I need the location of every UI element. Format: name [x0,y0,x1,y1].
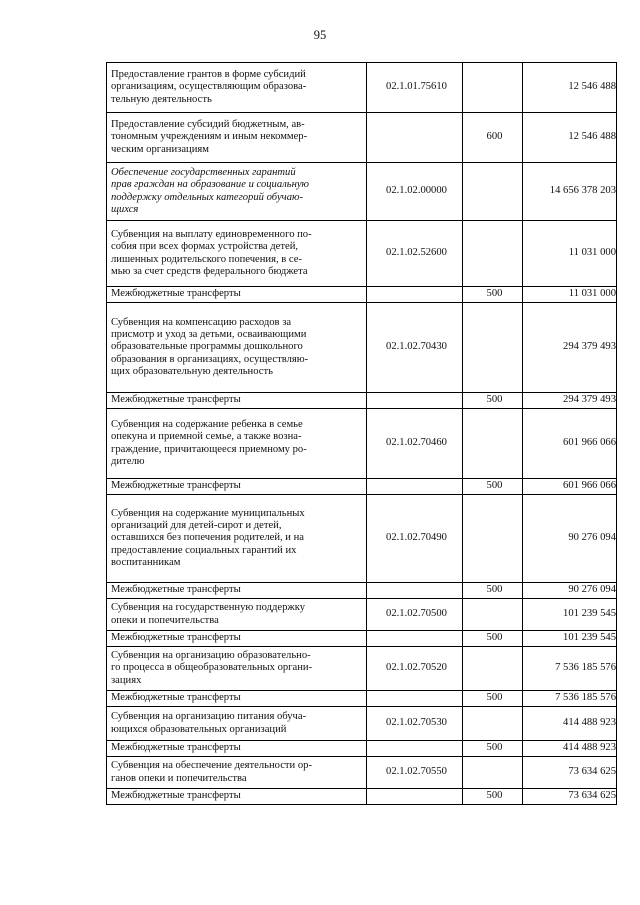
cell-code: 02.1.02.70550 [367,757,463,789]
table-row [107,63,617,113]
cell-name-line: зациях [111,674,142,686]
cell-sum: 11 031 000 [523,221,617,287]
cell-name [107,113,367,163]
cell-code [367,393,463,409]
cell-name-line: организациям, осуществляющим образова- [111,81,307,93]
table-row [107,583,617,599]
cell-expense-type [463,163,523,221]
cell-name-line: тономным учреждениям и иным некоммер- [111,131,308,143]
table-row [107,757,617,789]
cell-sum: 601 966 066 [523,479,617,495]
cell-name-line: опекуна и приемной семье, а также возна- [111,431,302,443]
cell-code: 02.1.02.00000 [367,163,463,221]
table-row [107,631,617,647]
cell-name-line: ющихся образовательных организаций [111,723,287,735]
cell-name-line: собия при всех формах устройства детей, [111,241,299,253]
cell-sum: 12 546 488 [523,63,617,113]
table-row [107,163,617,221]
cell-expense-type: 500 [463,583,523,599]
cell-name [107,221,367,287]
cell-code: 02.1.02.52600 [367,221,463,287]
cell-code [367,691,463,707]
cell-expense-type: 500 [463,393,523,409]
cell-code [367,479,463,495]
cell-name [107,707,367,741]
cell-sum: 101 239 545 [523,631,617,647]
table-row [107,303,617,393]
cell-name-line: поддержку отдельных категорий обучаю- [111,191,303,203]
cell-sum: 7 536 185 576 [523,647,617,691]
cell-code: 02.1.02.70490 [367,495,463,583]
cell-code [367,583,463,599]
cell-name-line: Межбюджетные трансферты [111,632,241,644]
cell-name-line: граждение, причитающееся приемному ро- [111,443,307,455]
cell-name [107,631,367,647]
cell-code: 02.1.02.70520 [367,647,463,691]
cell-name-line: Субвенция на организацию образовательно- [111,650,311,662]
cell-name-line: щих образовательную деятельность [111,365,273,377]
table-row [107,287,617,303]
table-row [107,789,617,805]
cell-code [367,113,463,163]
cell-name-line: Предоставление субсидий бюджетным, ав- [111,119,305,131]
cell-name-line: Межбюджетные трансферты [111,480,241,492]
cell-expense-type: 500 [463,789,523,805]
cell-expense-type [463,303,523,393]
table-row [107,691,617,707]
cell-name-line: Межбюджетные трансферты [111,584,241,596]
cell-name [107,63,367,113]
cell-sum: 101 239 545 [523,599,617,631]
cell-name-line: присмотр и уход за детьми, осваивающими [111,329,307,341]
cell-sum: 294 379 493 [523,303,617,393]
cell-name-line: прав граждан на образование и социальную [111,179,310,191]
cell-name-line: ческим организациям [111,143,209,155]
cell-name-line: Субвенция на обеспечение деятельности ор- [111,760,312,772]
cell-name [107,495,367,583]
cell-name [107,741,367,757]
cell-name-line: опеки и попечительства [111,614,219,626]
cell-name-line: организаций для детей-сирот и детей, [111,520,282,532]
cell-expense-type: 500 [463,691,523,707]
table-row [107,393,617,409]
cell-expense-type: 500 [463,479,523,495]
cell-expense-type: 600 [463,113,523,163]
table-row [107,221,617,287]
cell-name [107,691,367,707]
cell-name [107,599,367,631]
cell-name-line: мью за счет средств федерального бюджета [111,265,308,277]
cell-sum: 601 966 066 [523,409,617,479]
cell-name-line: оставшихся без попечения родителей, и на [111,532,304,544]
cell-expense-type [463,707,523,741]
cell-name-line: Субвенция на содержание ребенка в семье [111,418,303,430]
cell-name [107,163,367,221]
cell-name [107,757,367,789]
cell-name-line: дителю [111,455,145,467]
cell-name-line: ганов опеки и попечительства [111,772,247,784]
cell-expense-type [463,409,523,479]
cell-expense-type [463,647,523,691]
cell-name [107,393,367,409]
cell-name [107,409,367,479]
cell-expense-type [463,63,523,113]
budget-table-body [107,63,617,805]
cell-name-line: Субвенция на компенсацию расходов за [111,316,292,328]
cell-name-line: Субвенция на содержание муниципальных [111,507,305,519]
cell-name-line: Межбюджетные трансферты [111,692,241,704]
page-number: 95 [313,28,327,42]
cell-name-line: Межбюджетные трансферты [111,790,241,802]
cell-code: 02.1.02.70530 [367,707,463,741]
cell-name-line: образовательные программы дошкольного [111,341,303,353]
cell-expense-type: 500 [463,741,523,757]
table-row [107,479,617,495]
cell-sum: 7 536 185 576 [523,691,617,707]
cell-name-line: Субвенция на государственную поддержку [111,602,305,614]
cell-code [367,789,463,805]
table-row [107,647,617,691]
cell-name [107,479,367,495]
cell-code: 02.1.02.70430 [367,303,463,393]
cell-name-line: Межбюджетные трансферты [111,288,241,300]
cell-expense-type [463,495,523,583]
cell-expense-type [463,757,523,789]
table-row [107,113,617,163]
cell-name [107,647,367,691]
cell-sum: 90 276 094 [523,583,617,599]
cell-sum: 12 546 488 [523,113,617,163]
cell-sum: 11 031 000 [523,287,617,303]
cell-sum: 294 379 493 [523,393,617,409]
cell-name-line: лишенных родительского попечения, в се- [111,253,302,265]
cell-name-line: Субвенция на выплату единовременного по- [111,228,312,240]
cell-code: 02.1.01.75610 [367,63,463,113]
cell-expense-type: 500 [463,287,523,303]
table-row [107,495,617,583]
cell-name-line: Обеспечение государственных гарантий [111,166,296,178]
cell-name-line: предоставление социальных гарантий их [111,544,297,556]
cell-name-line: образования в организациях, осуществляю- [111,353,309,365]
cell-name-line: Межбюджетные трансферты [111,742,241,754]
cell-code: 02.1.02.70460 [367,409,463,479]
cell-name-line: го процесса в общеобразовательных органи- [111,662,313,674]
cell-name [107,287,367,303]
table-row [107,707,617,741]
cell-sum: 14 656 378 203 [523,163,617,221]
cell-expense-type: 500 [463,631,523,647]
cell-sum: 73 634 625 [523,757,617,789]
cell-sum: 414 488 923 [523,707,617,741]
table-row [107,741,617,757]
cell-name-line: воспитанникам [111,556,181,568]
cell-name-line: Субвенция на организацию питания обуча- [111,711,307,723]
table-row [107,599,617,631]
table-row [107,409,617,479]
cell-code: 02.1.02.70500 [367,599,463,631]
cell-name [107,303,367,393]
cell-name-line: тельную деятельность [111,93,212,105]
cell-expense-type [463,221,523,287]
cell-sum: 414 488 923 [523,741,617,757]
cell-name-line: Межбюджетные трансферты [111,394,241,406]
cell-name [107,583,367,599]
cell-sum: 90 276 094 [523,495,617,583]
cell-code [367,741,463,757]
cell-name [107,789,367,805]
cell-name-line: щихся [111,203,139,215]
cell-expense-type [463,599,523,631]
cell-code [367,631,463,647]
cell-sum: 73 634 625 [523,789,617,805]
budget-table [106,62,617,805]
cell-name-line: Предоставление грантов в форме субсидий [111,69,306,81]
cell-code [367,287,463,303]
